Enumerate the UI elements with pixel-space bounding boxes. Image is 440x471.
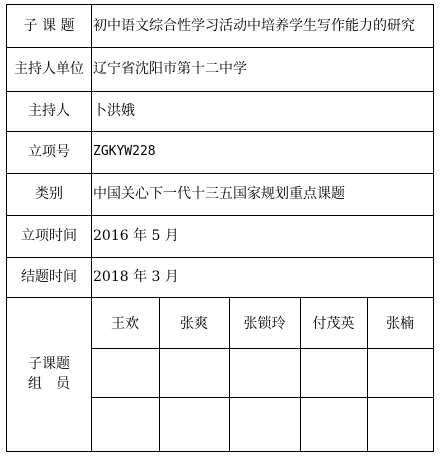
group-label-line-2: 组 员 xyxy=(28,376,70,392)
project-info-table xyxy=(6,4,434,452)
member-name: 张锁玲 xyxy=(243,315,286,332)
start-date-value: 2016 年 5 月 xyxy=(93,228,179,244)
category-label: 类别 xyxy=(35,186,63,202)
project-number-label: 立项号 xyxy=(28,144,70,160)
topic-value: 初中语文综合性学习活动中培养学生写作能力的研究 xyxy=(93,18,415,34)
group-members-label xyxy=(7,297,91,451)
project-number-value: ZGKYW228 xyxy=(93,144,156,159)
host-value: 卜洪娥 xyxy=(93,103,135,119)
empty-cell xyxy=(91,348,159,397)
member-name: 张楠 xyxy=(386,315,414,332)
host-unit-label: 主持人单位 xyxy=(14,61,84,77)
end-date-value: 2018 年 3 月 xyxy=(93,269,179,285)
topic-label: 子 课 题 xyxy=(23,18,75,34)
group-label-line-1: 子课题 xyxy=(28,356,70,372)
empty-cell xyxy=(91,397,159,451)
start-date-label: 立项时间 xyxy=(21,228,77,244)
category-value: 中国关心下一代十三五国家规划重点课题 xyxy=(93,186,345,202)
host-unit-value: 辽宁省沈阳市第十二中学 xyxy=(93,61,247,77)
member-name: 王欢 xyxy=(111,315,139,332)
member-name: 张爽 xyxy=(180,315,208,332)
host-label: 主持人 xyxy=(28,103,70,119)
end-date-label: 结题时间 xyxy=(21,269,77,285)
member-name: 付茂英 xyxy=(312,315,355,332)
